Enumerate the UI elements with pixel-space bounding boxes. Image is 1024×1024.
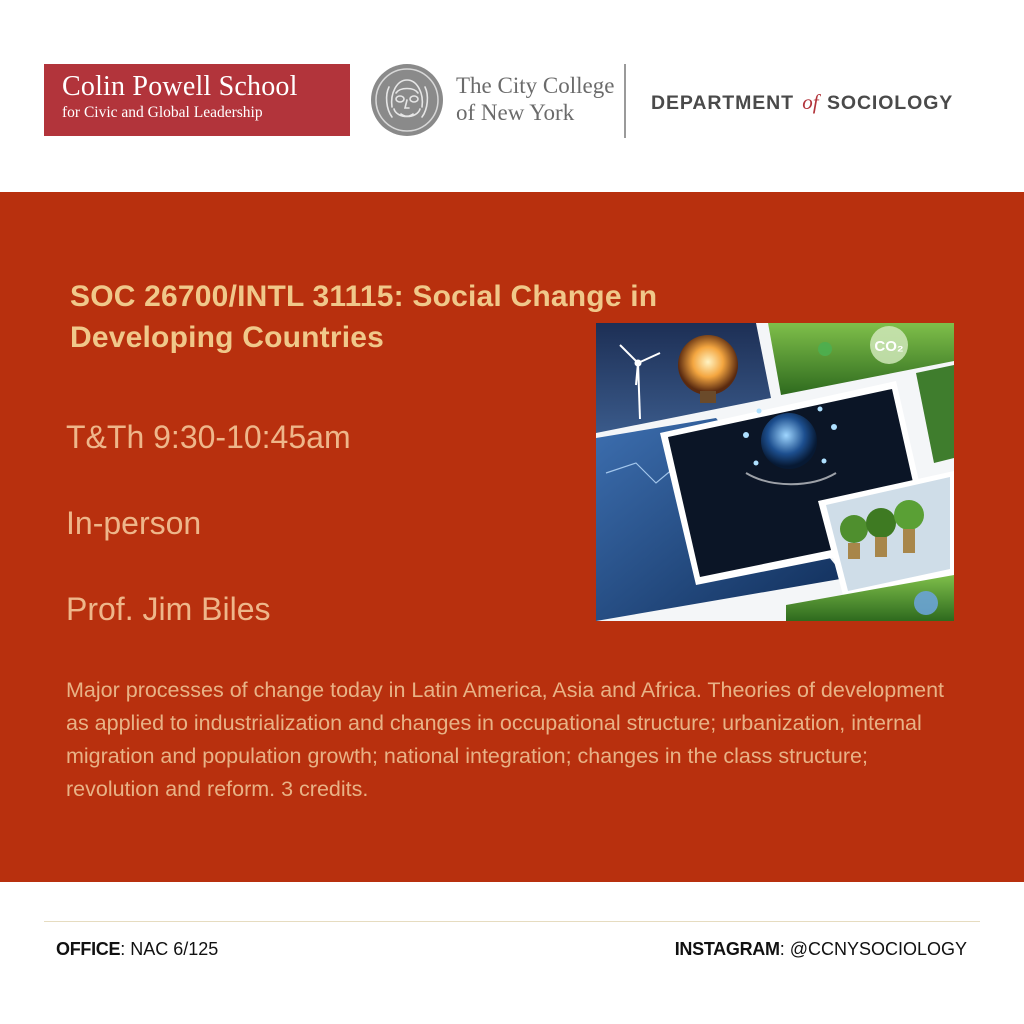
course-description: Major processes of change today in Latin America, Asia and Africa. Theories of development as applied to industrialization and changes in occupational structure; urbanization, internal migration and population growth; national integration; changes in the class structure; revolution and reform. 3 credits. bbox=[66, 678, 945, 801]
college-line-2: of New York bbox=[456, 100, 575, 125]
course-mode: In-person bbox=[66, 505, 202, 541]
college-line-1: The City College bbox=[456, 73, 615, 98]
ccny-seal-icon bbox=[370, 63, 444, 137]
co2-badge: CO₂ bbox=[874, 338, 904, 355]
course-title: SOC 26700/INTL 31115: Social Change in Developing Countries bbox=[70, 280, 658, 354]
course-professor: Prof. Jim Biles bbox=[66, 591, 271, 627]
header bbox=[0, 0, 1024, 192]
office-value: : NAC 6/125 bbox=[120, 939, 219, 959]
course-schedule: T&Th 9:30-10:45am bbox=[66, 419, 351, 455]
footer-divider bbox=[44, 921, 980, 922]
dept-word-department: DEPARTMENT bbox=[651, 92, 794, 114]
department-wordmark bbox=[651, 90, 953, 115]
dept-word-sociology: SOCIOLOGY bbox=[826, 92, 954, 114]
office-info bbox=[56, 937, 218, 961]
school-name: Colin Powell School bbox=[62, 71, 298, 102]
sustainability-collage-image bbox=[596, 323, 954, 621]
colin-powell-school-logo bbox=[44, 64, 350, 136]
ccny-wordmark bbox=[456, 72, 614, 126]
instagram-handle: : @CCNYSOCIOLOGY bbox=[779, 939, 967, 959]
instagram-info bbox=[675, 937, 967, 961]
instagram-label: INSTAGRAM bbox=[674, 939, 780, 959]
school-subtitle: for Civic and Global Leadership bbox=[62, 104, 263, 121]
course-panel bbox=[0, 192, 1024, 882]
dept-word-of: of bbox=[802, 90, 819, 114]
header-divider bbox=[624, 64, 626, 138]
office-label: OFFICE bbox=[56, 939, 121, 959]
